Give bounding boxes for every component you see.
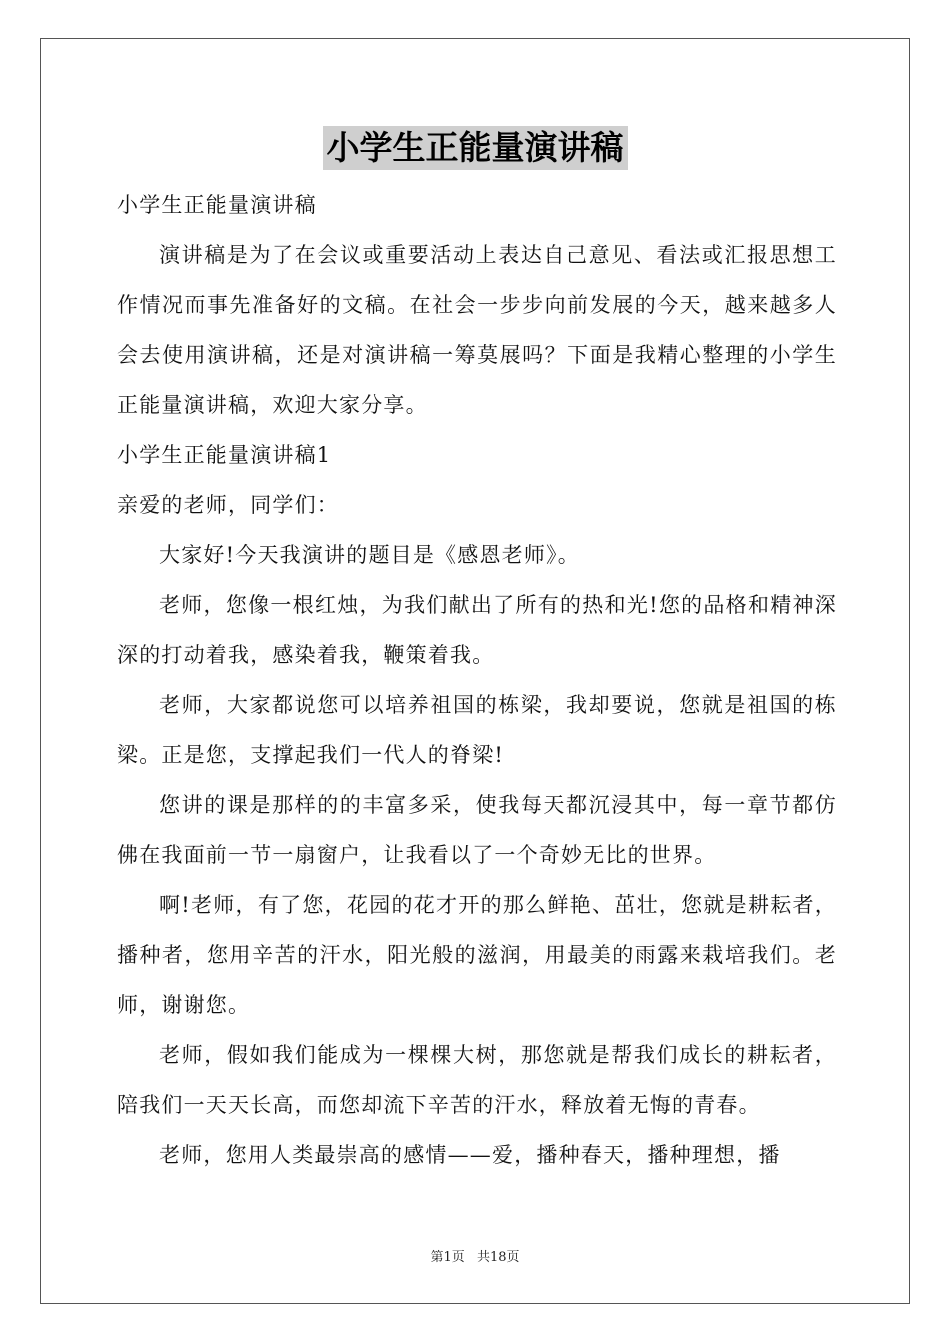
paragraph: 老师，假如我们能成为一棵棵大树，那您就是帮我们成长的耕耘者，陪我们一天天长高，而您却流下辛苦的汗水，释放着无悔的青春。: [117, 1043, 837, 1117]
paragraph: 老师，您用人类最崇高的感情——爱，播种春天，播种理想，播: [159, 1143, 781, 1167]
paragraph: 亲爱的老师，同学们：: [117, 493, 339, 517]
page-number: 第1页: [430, 1250, 465, 1265]
paragraph: 大家好!今天我演讲的题目是《感恩老师》。: [159, 543, 580, 567]
paragraph: 您讲的课是那样的的丰富多采，使我每天都沉浸其中，每一章节都仿佛在我面前一节一扇窗户，让我看以了一个奇妙无比的世界。: [117, 793, 837, 867]
document-body: [117, 180, 837, 1180]
paragraph: 小学生正能量演讲稿1: [117, 443, 332, 467]
title-container: [0, 126, 950, 170]
page-footer: [0, 1246, 950, 1265]
paragraph: 老师，大家都说您可以培养祖国的栋梁，我却要说，您就是祖国的栋梁。正是您，支撑起我们一代人的脊梁!: [117, 693, 837, 767]
paragraph: 演讲稿是为了在会议或重要活动上表达自己意见、看法或汇报思想工作情况而事先准备好的文稿。在社会一步步向前发展的今天，越来越多人会去使用演讲稿，还是对演讲稿一筹莫展吗？下面是我精心整理的小学生正能量演讲稿，欢迎大家分享。: [117, 243, 837, 417]
paragraph: 啊!老师，有了您，花园的花才开的那么鲜艳、茁壮，您就是耕耘者，播种者，您用辛苦的汗水，阳光般的滋润，用最美的雨露来栽培我们。老师，谢谢您。: [117, 893, 837, 1017]
paragraph: 老师，您像一根红烛，为我们献出了所有的热和光!您的品格和精神深深的打动着我，感染着我，鞭策着我。: [117, 593, 837, 667]
document-title: 小学生正能量演讲稿: [323, 126, 628, 170]
paragraph: 小学生正能量演讲稿: [117, 193, 317, 217]
page-total: 共18页: [476, 1250, 520, 1265]
